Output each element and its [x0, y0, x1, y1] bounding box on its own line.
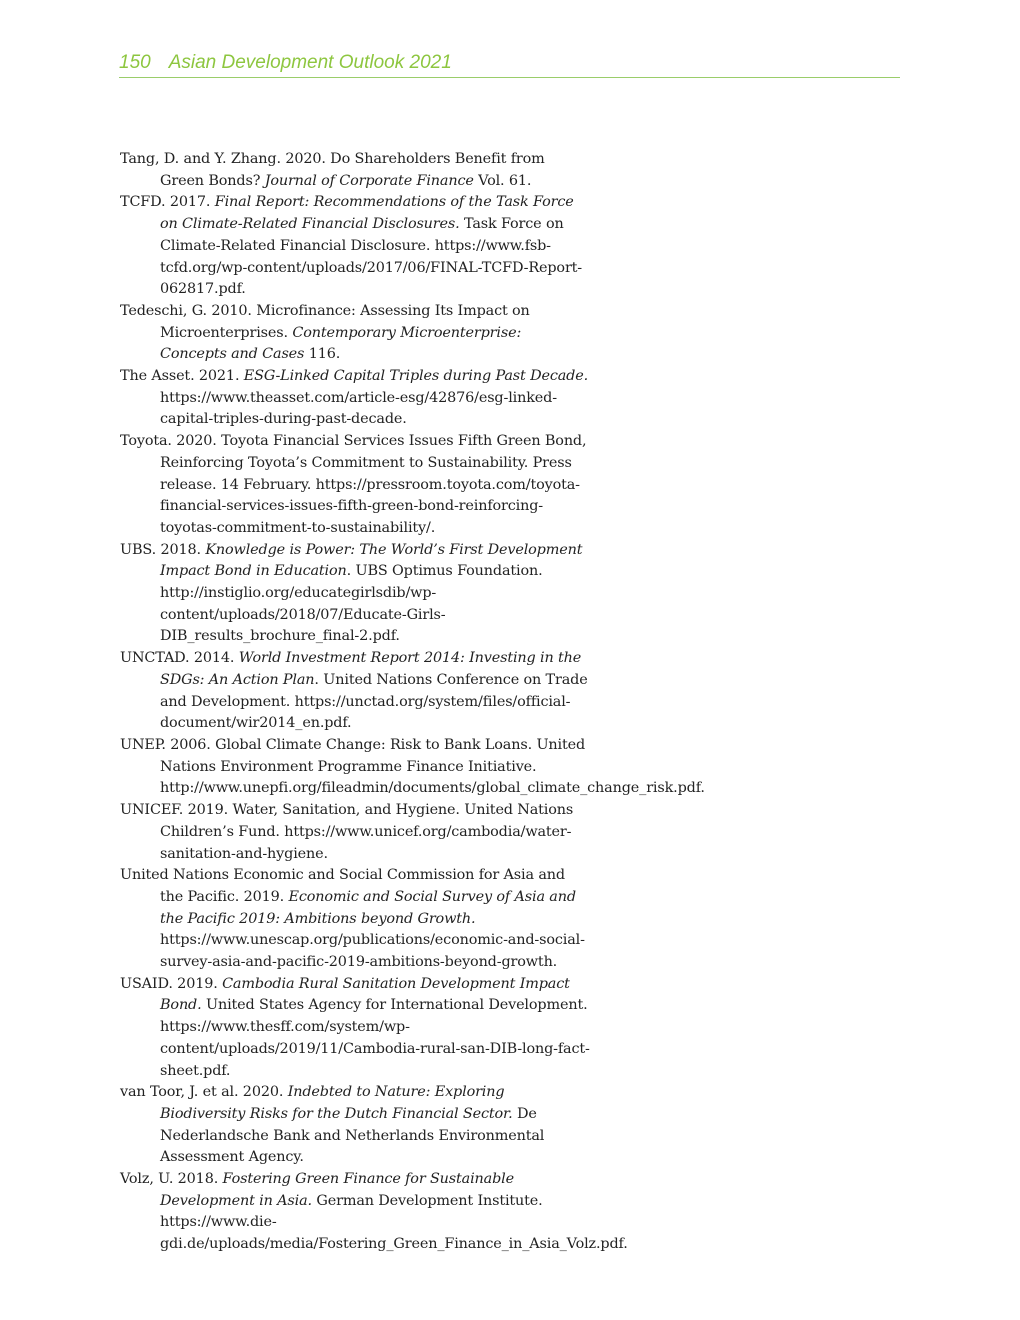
reference-entry: UNICEF. 2019. Water, Sanitation, and Hygiene. United Nations Children’s Fund. https://www.unicef.org/cambodia/water-sanitation-and-hygiene.	[120, 802, 574, 862]
reference-entry: USAID. 2019. Cambodia Rural Sanitation Development Impact Bond. United States Agency for International Development. https://www.thesff.com/system/wp-content/uploads/2019/11/Cambodia-rural-san-DIB-long-fact-sheet.pdf.	[120, 975, 590, 1079]
reference-entry: UNCTAD. 2014. World Investment Report 2014: Investing in the SDGs: An Action Plan. United Nations Conference on Trade and Development. https://unctad.org/system/files/official-document/wir2014_en.pdf.	[120, 650, 588, 732]
reference-entry: UBS. 2018. Knowledge is Power: The World’s First Development Impact Bond in Education. UBS Optimus Foundation. http://instiglio.org/educategirlsdib/wp-content/uploads/2018/07/Educate-Girls-DIB_results_brochure_final-2.pdf.	[120, 541, 583, 645]
publication-title: Asian Development Outlook 2021	[168, 52, 452, 73]
reference-entry: United Nations Economic and Social Commission for Asia and the Pacific. 2019. Economic and Social Survey of Asia and the Pacific 2019: Ambitions beyond Growth. https://www.unescap.org/publications/economic-and-social-survey-asia-and-pacific-2019-ambitions-beyond-growth.	[120, 867, 585, 971]
reference-entry: Volz, U. 2018. Fostering Green Finance for Sustainable Development in Asia. German Development Institute. https://www.die-gdi.de/uploads/media/Fostering_Green_Finance_in_Asia_Volz.pdf.	[120, 1171, 628, 1253]
reference-entry: Toyota. 2020. Toyota Financial Services Issues Fifth Green Bond, Reinforcing Toyota’s Commitment to Sustainability. Press release. 14 February. https://pressroom.toyota.com/toyota-financial-services-issues-fifth-green-bond-reinforcing-toyotas-commitment-to-sustainability/.	[120, 433, 587, 536]
reference-entry: Tedeschi, G. 2010. Microfinance: Assessing Its Impact on Microenterprises. Contemporary Microenterprise: Concepts and Cases 116.	[120, 302, 530, 363]
running-header	[119, 52, 900, 78]
reference-entry: Tang, D. and Y. Zhang. 2020. Do Shareholders Benefit from Green Bonds? Journal of Corporate Finance Vol. 61.	[120, 151, 545, 189]
reference-list	[120, 149, 705, 1256]
page-number: 150	[119, 52, 151, 73]
reference-entry: The Asset. 2021. ESG-Linked Capital Triples during Past Decade. https://www.theasset.com/article-esg/42876/esg-linked-capital-triples-during-past-decade.	[120, 368, 589, 428]
reference-entry: UNEP. 2006. Global Climate Change: Risk to Bank Loans. United Nations Environment Programme Finance Initiative. http://www.unepfi.org/fileadmin/documents/global_climate_change_risk.pdf.	[120, 736, 705, 797]
reference-entry: TCFD. 2017. Final Report: Recommendations of the Task Force on Climate-Related Financial Disclosures. Task Force on Climate-Related Financial Disclosure. https://www.fsb-tcfd.org/wp-content/uploads/2017/06/FINAL-TCFD-Report-062817.pdf.	[120, 194, 583, 298]
reference-entry: van Toor, J. et al. 2020. Indebted to Nature: Exploring Biodiversity Risks for the Dutch Financial Sector. De Nederlandsche Bank and Netherlands Environmental Assessment Agency.	[120, 1084, 545, 1166]
